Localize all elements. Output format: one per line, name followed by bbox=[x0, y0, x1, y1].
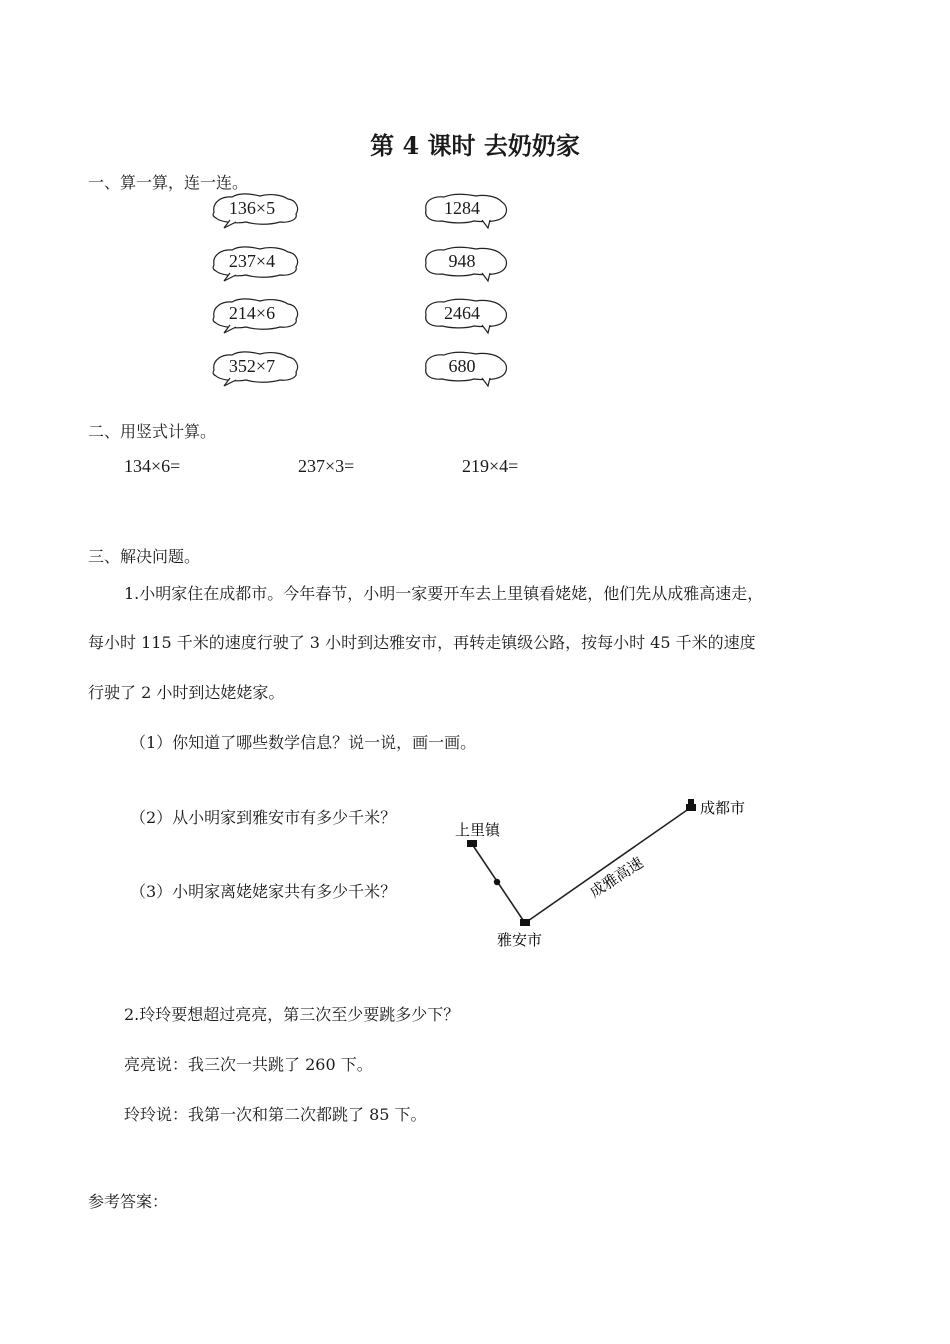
problem1-line3: 行驶了 2 小时到达姥姥家。 bbox=[88, 683, 285, 702]
shangli-marker-icon bbox=[467, 840, 477, 847]
left-bubble-3[interactable] bbox=[210, 295, 302, 335]
answers-heading: 参考答案： bbox=[88, 1192, 169, 1211]
highway-line bbox=[525, 808, 690, 923]
problem2-line2: 亮亮说：我三次一共跳了 260 下。 bbox=[124, 1055, 373, 1074]
left-bubble-4-text: 352×7 bbox=[228, 356, 276, 376]
section1-heading: 一、算一算，连一连。 bbox=[88, 173, 249, 192]
right-bubble-2-text: 948 bbox=[448, 251, 476, 271]
chengdu-label: 成都市 bbox=[700, 799, 746, 817]
question-1: （1）你知道了哪些数学信息？说一说，画一画。 bbox=[130, 733, 477, 752]
right-bubble-1[interactable] bbox=[420, 190, 512, 230]
page-title: 第 4 课时 去奶奶家 bbox=[370, 131, 580, 160]
vertical-calc-problem-2: 237×3= bbox=[298, 456, 355, 476]
left-bubble-2-text: 237×4 bbox=[228, 251, 276, 271]
chengdu-marker-icon bbox=[686, 804, 696, 811]
section2-heading: 二、用竖式计算。 bbox=[88, 422, 217, 441]
vertical-calc-problem-3: 219×4= bbox=[462, 456, 519, 476]
right-bubble-2[interactable] bbox=[420, 243, 512, 283]
left-bubble-1-text: 136×5 bbox=[228, 198, 276, 218]
highway-label: 成雅高速 bbox=[586, 853, 647, 902]
right-bubble-3-text: 2464 bbox=[444, 303, 480, 323]
yaan-marker-icon bbox=[520, 919, 530, 926]
left-bubble-2[interactable] bbox=[210, 243, 302, 283]
left-bubble-4[interactable] bbox=[210, 348, 302, 388]
vertical-calc-problem-1: 134×6= bbox=[124, 456, 181, 476]
right-bubble-4[interactable] bbox=[420, 348, 512, 388]
right-bubble-4-text: 680 bbox=[448, 356, 476, 376]
midpoint-dot-icon bbox=[494, 879, 500, 885]
shangli-label: 上里镇 bbox=[455, 821, 501, 839]
yaan-label: 雅安市 bbox=[497, 931, 543, 949]
left-bubble-1[interactable] bbox=[210, 190, 302, 230]
route-map bbox=[450, 790, 770, 960]
problem1-line1: 1.小明家住在成都市。今年春节，小明一家要开车去上里镇看姥姥，他们先从成雅高速走， bbox=[124, 584, 764, 603]
left-bubble-3-text: 214×6 bbox=[228, 303, 276, 323]
problem2-line3: 玲玲说：我第一次和第二次都跳了 85 下。 bbox=[124, 1105, 427, 1124]
problem2-line1: 2.玲玲要想超过亮亮，第三次至少要跳多少下？ bbox=[124, 1005, 460, 1024]
right-bubble-3[interactable] bbox=[420, 295, 512, 335]
right-bubble-1-text: 1284 bbox=[444, 198, 480, 218]
question-2: （2）从小明家到雅安市有多少千米？ bbox=[130, 808, 397, 827]
problem1-line2: 每小时 115 千米的速度行驶了 3 小时到达雅安市，再转走镇级公路，按每小时 45 千米的速度 bbox=[88, 633, 756, 652]
section3-heading: 三、解决问题。 bbox=[88, 547, 201, 566]
chengdu-marker-top-icon bbox=[688, 799, 694, 805]
question-3: （3）小明家离姥姥家共有多少千米？ bbox=[130, 882, 397, 901]
